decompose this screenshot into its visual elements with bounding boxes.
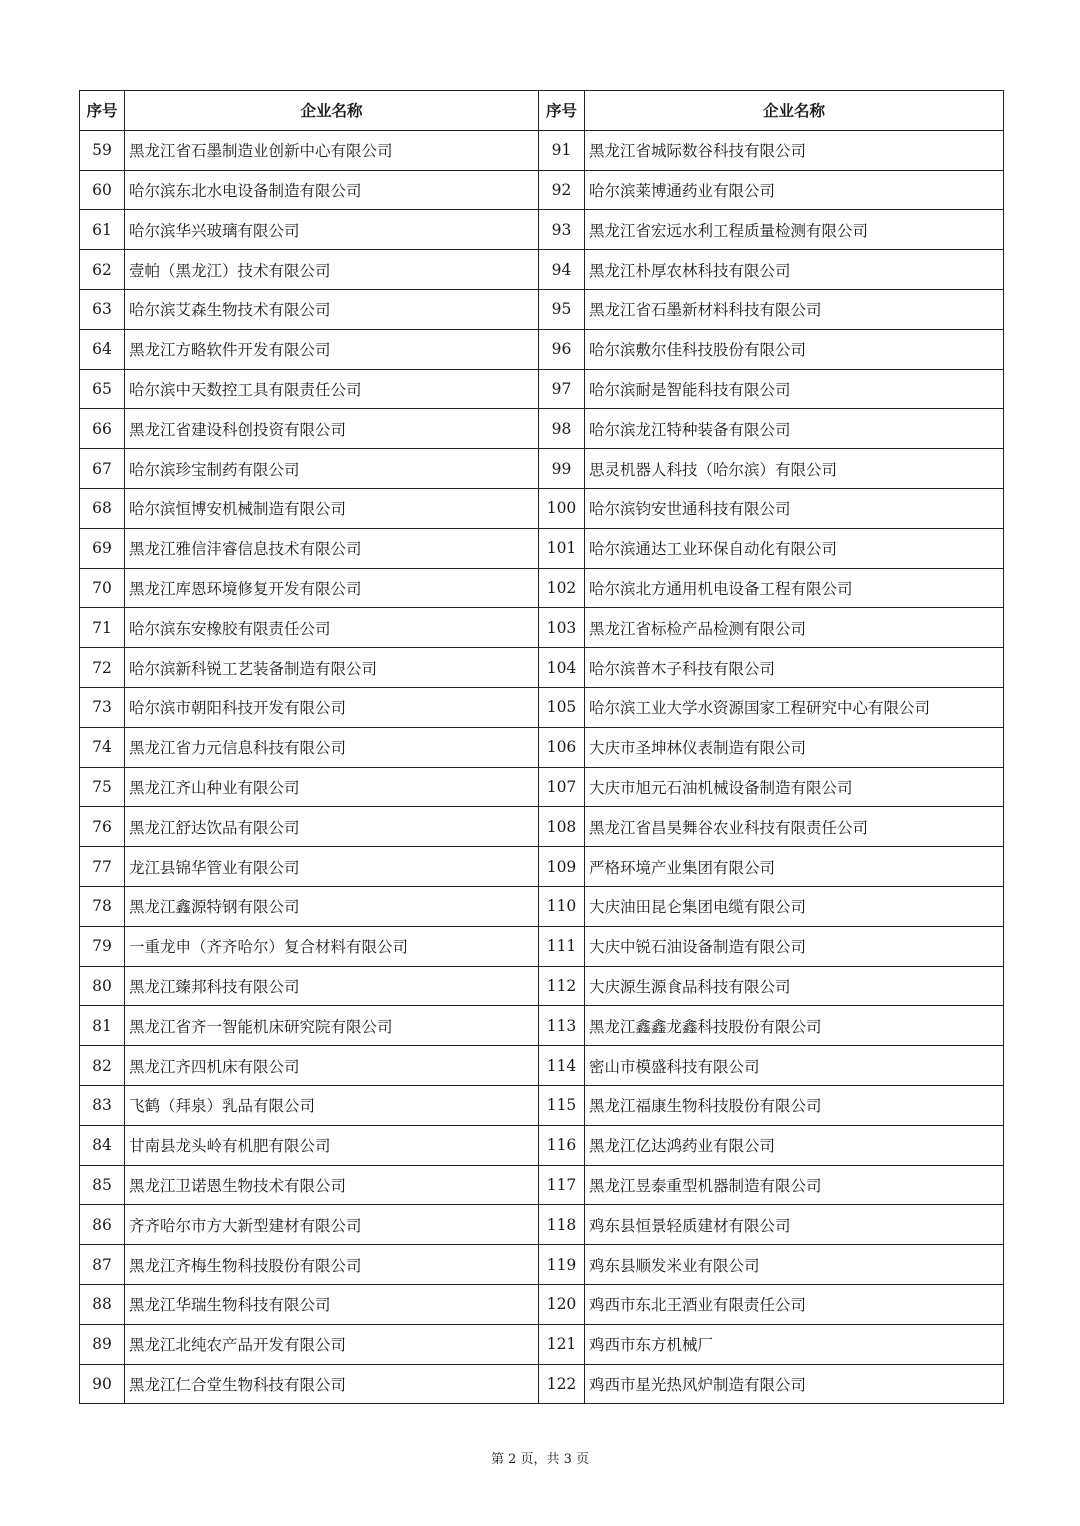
serial-left-cell: 87 bbox=[80, 1245, 125, 1285]
serial-right-cell: 104 bbox=[539, 648, 585, 688]
table-row bbox=[80, 250, 1004, 290]
serial-left-cell: 60 bbox=[80, 170, 125, 210]
serial-left-cell: 71 bbox=[80, 608, 125, 648]
company-right-cell: 哈尔滨普木子科技有限公司 bbox=[585, 648, 1004, 688]
header-company-right: 企业名称 bbox=[585, 91, 1004, 131]
table-row bbox=[80, 1324, 1004, 1364]
header-serial-left: 序号 bbox=[80, 91, 125, 131]
company-right-cell: 哈尔滨北方通用机电设备工程有限公司 bbox=[585, 568, 1004, 608]
company-right-cell: 密山市模盛科技有限公司 bbox=[585, 1046, 1004, 1086]
serial-left-cell: 86 bbox=[80, 1205, 125, 1245]
serial-right-cell: 115 bbox=[539, 1085, 585, 1125]
company-right-cell: 大庆油田昆仑集团电缆有限公司 bbox=[585, 886, 1004, 926]
company-left-cell: 哈尔滨东北水电设备制造有限公司 bbox=[125, 170, 539, 210]
serial-left-cell: 84 bbox=[80, 1125, 125, 1165]
company-right-cell: 哈尔滨耐是智能科技有限公司 bbox=[585, 369, 1004, 409]
serial-left-cell: 73 bbox=[80, 687, 125, 727]
table-row bbox=[80, 170, 1004, 210]
company-right-cell: 黑龙江省石墨新材料科技有限公司 bbox=[585, 289, 1004, 329]
table-header-row bbox=[80, 91, 1004, 131]
company-left-cell: 壹帕（黑龙江）技术有限公司 bbox=[125, 250, 539, 290]
company-right-cell: 大庆市圣坤林仪表制造有限公司 bbox=[585, 727, 1004, 767]
table-row bbox=[80, 648, 1004, 688]
table-row bbox=[80, 727, 1004, 767]
serial-left-cell: 67 bbox=[80, 449, 125, 489]
table-body bbox=[80, 130, 1004, 1404]
serial-left-cell: 78 bbox=[80, 886, 125, 926]
serial-right-cell: 108 bbox=[539, 807, 585, 847]
company-left-cell: 黑龙江齐梅生物科技股份有限公司 bbox=[125, 1245, 539, 1285]
company-left-cell: 黑龙江齐四机床有限公司 bbox=[125, 1046, 539, 1086]
company-left-cell: 黑龙江仁合堂生物科技有限公司 bbox=[125, 1364, 539, 1404]
serial-right-cell: 117 bbox=[539, 1165, 585, 1205]
company-left-cell: 黑龙江省力元信息科技有限公司 bbox=[125, 727, 539, 767]
company-left-cell: 黑龙江省石墨制造业创新中心有限公司 bbox=[125, 130, 539, 170]
company-left-cell: 哈尔滨东安橡胶有限责任公司 bbox=[125, 608, 539, 648]
company-right-cell: 鸡东县恒景轻质建材有限公司 bbox=[585, 1205, 1004, 1245]
table-row bbox=[80, 1046, 1004, 1086]
serial-left-cell: 76 bbox=[80, 807, 125, 847]
serial-left-cell: 89 bbox=[80, 1324, 125, 1364]
table-row bbox=[80, 210, 1004, 250]
company-left-cell: 黑龙江鑫源特钢有限公司 bbox=[125, 886, 539, 926]
table-row bbox=[80, 449, 1004, 489]
table-row bbox=[80, 369, 1004, 409]
serial-left-cell: 59 bbox=[80, 130, 125, 170]
table-row bbox=[80, 807, 1004, 847]
serial-right-cell: 116 bbox=[539, 1125, 585, 1165]
serial-right-cell: 110 bbox=[539, 886, 585, 926]
table-row bbox=[80, 528, 1004, 568]
table-row bbox=[80, 1125, 1004, 1165]
company-right-cell: 鸡东县顺发米业有限公司 bbox=[585, 1245, 1004, 1285]
serial-right-cell: 120 bbox=[539, 1284, 585, 1324]
table-row bbox=[80, 926, 1004, 966]
serial-right-cell: 103 bbox=[539, 608, 585, 648]
serial-right-cell: 101 bbox=[539, 528, 585, 568]
table-row bbox=[80, 966, 1004, 1006]
company-right-cell: 黑龙江福康生物科技股份有限公司 bbox=[585, 1085, 1004, 1125]
company-right-cell: 鸡西市东北王酒业有限责任公司 bbox=[585, 1284, 1004, 1324]
serial-right-cell: 99 bbox=[539, 449, 585, 489]
table-row bbox=[80, 608, 1004, 648]
company-left-cell: 一重龙申（齐齐哈尔）复合材料有限公司 bbox=[125, 926, 539, 966]
company-left-cell: 飞鹤（拜泉）乳品有限公司 bbox=[125, 1085, 539, 1125]
company-left-cell: 哈尔滨艾森生物技术有限公司 bbox=[125, 289, 539, 329]
serial-left-cell: 88 bbox=[80, 1284, 125, 1324]
table-row bbox=[80, 1245, 1004, 1285]
serial-right-cell: 122 bbox=[539, 1364, 585, 1404]
table-row bbox=[80, 1205, 1004, 1245]
serial-right-cell: 119 bbox=[539, 1245, 585, 1285]
company-left-cell: 哈尔滨华兴玻璃有限公司 bbox=[125, 210, 539, 250]
company-left-cell: 齐齐哈尔市方大新型建材有限公司 bbox=[125, 1205, 539, 1245]
serial-left-cell: 85 bbox=[80, 1165, 125, 1205]
serial-right-cell: 121 bbox=[539, 1324, 585, 1364]
company-left-cell: 黑龙江北纯农产品开发有限公司 bbox=[125, 1324, 539, 1364]
company-left-cell: 哈尔滨珍宝制药有限公司 bbox=[125, 449, 539, 489]
serial-right-cell: 105 bbox=[539, 687, 585, 727]
serial-left-cell: 83 bbox=[80, 1085, 125, 1125]
company-right-cell: 思灵机器人科技（哈尔滨）有限公司 bbox=[585, 449, 1004, 489]
table-row bbox=[80, 1165, 1004, 1205]
company-right-cell: 黑龙江省昌昊舞谷农业科技有限责任公司 bbox=[585, 807, 1004, 847]
table-row bbox=[80, 767, 1004, 807]
serial-right-cell: 109 bbox=[539, 847, 585, 887]
serial-right-cell: 113 bbox=[539, 1006, 585, 1046]
table-row bbox=[80, 130, 1004, 170]
company-right-cell: 黑龙江昱泰重型机器制造有限公司 bbox=[585, 1165, 1004, 1205]
table-row bbox=[80, 1006, 1004, 1046]
serial-left-cell: 68 bbox=[80, 488, 125, 528]
company-right-cell: 黑龙江亿达鸿药业有限公司 bbox=[585, 1125, 1004, 1165]
table-row bbox=[80, 409, 1004, 449]
company-left-cell: 哈尔滨中天数控工具有限责任公司 bbox=[125, 369, 539, 409]
company-right-cell: 哈尔滨工业大学水资源国家工程研究中心有限公司 bbox=[585, 687, 1004, 727]
company-right-cell: 黑龙江朴厚农林科技有限公司 bbox=[585, 250, 1004, 290]
table-row bbox=[80, 1085, 1004, 1125]
table-row bbox=[80, 488, 1004, 528]
serial-right-cell: 93 bbox=[539, 210, 585, 250]
company-right-cell: 哈尔滨通达工业环保自动化有限公司 bbox=[585, 528, 1004, 568]
company-left-cell: 黑龙江库恩环境修复开发有限公司 bbox=[125, 568, 539, 608]
table-row bbox=[80, 687, 1004, 727]
company-right-cell: 黑龙江省城际数谷科技有限公司 bbox=[585, 130, 1004, 170]
serial-left-cell: 72 bbox=[80, 648, 125, 688]
company-right-cell: 大庆中锐石油设备制造有限公司 bbox=[585, 926, 1004, 966]
company-left-cell: 黑龙江齐山种业有限公司 bbox=[125, 767, 539, 807]
company-left-cell: 黑龙江舒达饮品有限公司 bbox=[125, 807, 539, 847]
company-right-cell: 哈尔滨龙江特种装备有限公司 bbox=[585, 409, 1004, 449]
company-left-cell: 哈尔滨新科锐工艺装备制造有限公司 bbox=[125, 648, 539, 688]
serial-right-cell: 112 bbox=[539, 966, 585, 1006]
company-left-cell: 黑龙江方略软件开发有限公司 bbox=[125, 329, 539, 369]
company-left-cell: 哈尔滨市朝阳科技开发有限公司 bbox=[125, 687, 539, 727]
company-left-cell: 黑龙江卫诺恩生物技术有限公司 bbox=[125, 1165, 539, 1205]
table-row bbox=[80, 1364, 1004, 1404]
company-right-cell: 哈尔滨敷尔佳科技股份有限公司 bbox=[585, 329, 1004, 369]
page-footer: 第 2 页，共 3 页 bbox=[490, 1452, 590, 1467]
table-row bbox=[80, 847, 1004, 887]
table-row bbox=[80, 329, 1004, 369]
table-row bbox=[80, 1284, 1004, 1324]
company-right-cell: 黑龙江省宏远水利工程质量检测有限公司 bbox=[585, 210, 1004, 250]
serial-left-cell: 62 bbox=[80, 250, 125, 290]
serial-right-cell: 111 bbox=[539, 926, 585, 966]
table-row bbox=[80, 568, 1004, 608]
serial-right-cell: 97 bbox=[539, 369, 585, 409]
serial-left-cell: 65 bbox=[80, 369, 125, 409]
serial-left-cell: 80 bbox=[80, 966, 125, 1006]
serial-right-cell: 114 bbox=[539, 1046, 585, 1086]
serial-left-cell: 81 bbox=[80, 1006, 125, 1046]
company-right-cell: 鸡西市东方机械厂 bbox=[585, 1324, 1004, 1364]
serial-left-cell: 90 bbox=[80, 1364, 125, 1404]
header-company-left: 企业名称 bbox=[125, 91, 539, 131]
company-left-cell: 黑龙江臻邦科技有限公司 bbox=[125, 966, 539, 1006]
serial-right-cell: 91 bbox=[539, 130, 585, 170]
company-right-cell: 哈尔滨莱博通药业有限公司 bbox=[585, 170, 1004, 210]
serial-right-cell: 107 bbox=[539, 767, 585, 807]
serial-left-cell: 75 bbox=[80, 767, 125, 807]
serial-left-cell: 79 bbox=[80, 926, 125, 966]
serial-left-cell: 66 bbox=[80, 409, 125, 449]
serial-left-cell: 77 bbox=[80, 847, 125, 887]
table-row bbox=[80, 886, 1004, 926]
serial-left-cell: 74 bbox=[80, 727, 125, 767]
company-left-cell: 甘南县龙头岭有机肥有限公司 bbox=[125, 1125, 539, 1165]
company-left-cell: 龙江县锦华管业有限公司 bbox=[125, 847, 539, 887]
company-left-cell: 黑龙江雅信沣睿信息技术有限公司 bbox=[125, 528, 539, 568]
company-right-cell: 鸡西市星光热风炉制造有限公司 bbox=[585, 1364, 1004, 1404]
company-right-cell: 哈尔滨钧安世通科技有限公司 bbox=[585, 488, 1004, 528]
serial-right-cell: 95 bbox=[539, 289, 585, 329]
company-right-cell: 严格环境产业集团有限公司 bbox=[585, 847, 1004, 887]
serial-left-cell: 70 bbox=[80, 568, 125, 608]
company-right-cell: 黑龙江省标检产品检测有限公司 bbox=[585, 608, 1004, 648]
header-serial-right: 序号 bbox=[539, 91, 585, 131]
enterprise-list-table bbox=[79, 90, 1004, 1404]
serial-right-cell: 102 bbox=[539, 568, 585, 608]
serial-left-cell: 82 bbox=[80, 1046, 125, 1086]
serial-left-cell: 63 bbox=[80, 289, 125, 329]
serial-left-cell: 69 bbox=[80, 528, 125, 568]
serial-right-cell: 94 bbox=[539, 250, 585, 290]
serial-right-cell: 92 bbox=[539, 170, 585, 210]
company-left-cell: 黑龙江省建设科创投资有限公司 bbox=[125, 409, 539, 449]
serial-left-cell: 61 bbox=[80, 210, 125, 250]
company-right-cell: 黑龙江鑫鑫龙鑫科技股份有限公司 bbox=[585, 1006, 1004, 1046]
company-left-cell: 黑龙江华瑞生物科技有限公司 bbox=[125, 1284, 539, 1324]
serial-right-cell: 100 bbox=[539, 488, 585, 528]
company-left-cell: 哈尔滨恒博安机械制造有限公司 bbox=[125, 488, 539, 528]
table-row bbox=[80, 289, 1004, 329]
company-right-cell: 大庆市旭元石油机械设备制造有限公司 bbox=[585, 767, 1004, 807]
serial-right-cell: 106 bbox=[539, 727, 585, 767]
company-right-cell: 大庆源生源食品科技有限公司 bbox=[585, 966, 1004, 1006]
company-left-cell: 黑龙江省齐一智能机床研究院有限公司 bbox=[125, 1006, 539, 1046]
serial-right-cell: 118 bbox=[539, 1205, 585, 1245]
serial-right-cell: 98 bbox=[539, 409, 585, 449]
serial-left-cell: 64 bbox=[80, 329, 125, 369]
serial-right-cell: 96 bbox=[539, 329, 585, 369]
